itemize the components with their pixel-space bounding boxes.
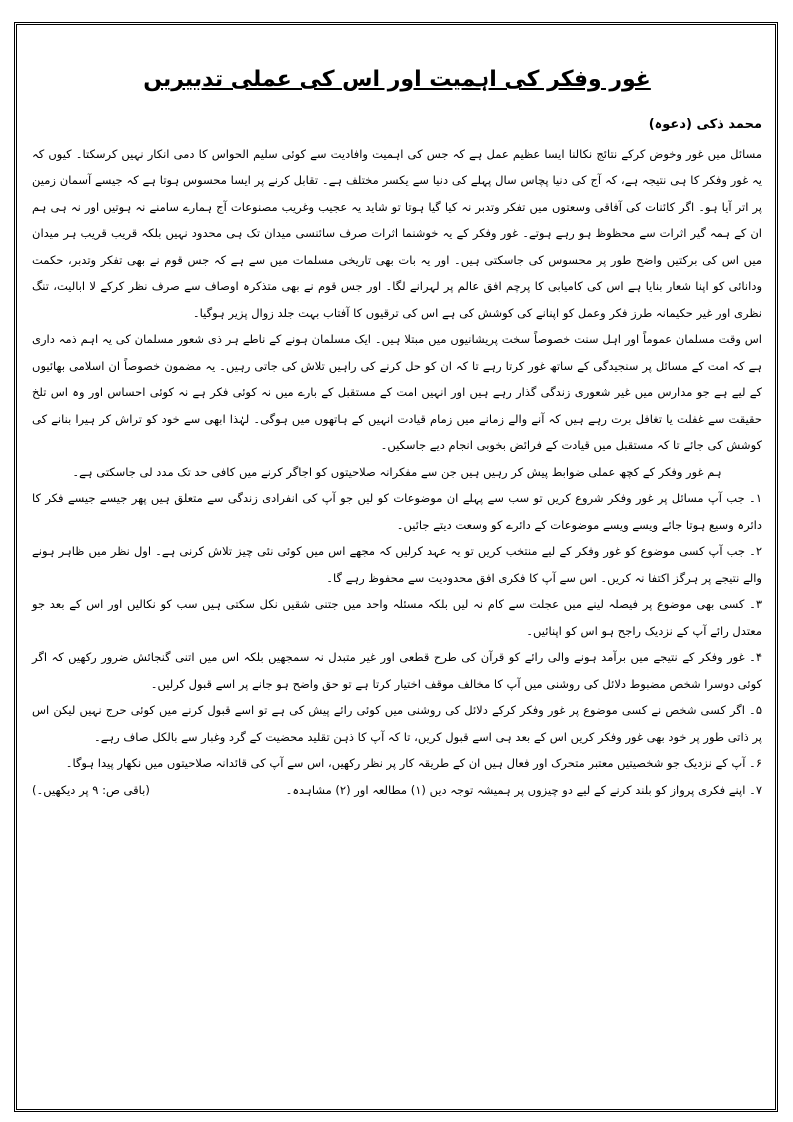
list-item-4: ۴۔ غور وفکر کے نتیجے میں برآمد ہونے والی رائے کو قرآن کی طرح قطعی اور غیر متبدل نہ سمجھیں بلکہ اس میں اتنی گنجائش ضرور رکھیں کہ اگر کوئی دوسرا شخص مضبوط دلائل کی روشنی میں آپ کا مخالف موقف اختیار کرتا ہے تو حق واضح ہو جانے پر اسے قبول کرلیں۔: [32, 650, 762, 691]
list-item-3: ۳۔ کسی بھی موضوع پر فیصلہ لینے میں عجلت سے کام نہ لیں بلکہ مسئلہ واحد میں جتنی شقیں نکل سکتی ہیں سب کو نکالیں اور اس کے بعد جو معتدل رائے آپ کے نزدیک راجح ہو اس کو اپنائیں۔: [32, 597, 762, 638]
continued-note: (باقی ص: ۹ پر دیکھیں۔): [32, 782, 150, 797]
intro-line: ہم غور وفکر کے کچھ عملی ضوابط پیش کر رہیں ہیں جن سے مفکرانہ صلاحیتوں کو اجاگر کرنے میں کافی حد تک مدد لی جاسکتی ہے۔: [72, 464, 722, 479]
article-body: [32, 58, 762, 803]
list-item-1: ۱۔ جب آپ مسائل پر غور وفکر شروع کریں تو سب سے پہلے ان موضوعات کو لیں جو آپ کی انفرادی زندگی سے متعلق ہیں پھر جیسے جیسے فکر کا دائرہ وسیع ہوتا جائے ویسے ویسے موضوعات کے دائرے کو وسعت دیتے جائیں۔: [32, 491, 762, 532]
author-byline: محمد ذکی (دعوہ): [648, 117, 762, 132]
list-item-5: ۵۔ اگر کسی شخص نے کسی موضوع پر غور وفکر کرکے دلائل کی روشنی میں کوئی رائے پیش کی ہے تو اسے قبول کرنے میں کوئی حرج نہیں لیکن اس پر ذاتی طور پر خود بھی غور وفکر کریں اس کے بعد ہی اسے قبول کریں، تا کہ آپ کا ذہن تقلید محضیت کے گرد وغبار سے بالکل صاف رہے۔: [32, 703, 762, 744]
list-item-7: ۷۔ اپنے فکری پرواز کو بلند کرنے کے لیے دو چیزوں پر ہمیشہ توجہ دیں (۱) مطالعہ اور (۲) مشاہدہ۔: [285, 782, 762, 797]
paragraph-1: مسائل میں غور وخوض کرکے نتائج نکالنا ایسا عظیم عمل ہے کہ جس کی اہمیت وافادیت سے کوئی سلیم الحواس کا دمی انکار نہیں کرسکتا۔ کیوں کہ یہ غور وفکر کا ہی نتیجہ ہے، کہ آج کی دنیا پچاس سال پہلے کی دنیا سے یکسر مختلف ہے۔ تقابل کرنے پر ایسا محسوس ہوتا ہے کہ جیسے آسمان زمین پر اتر آیا ہو۔ اگر کائنات کی آفاقی وسعتوں میں تفکر وتدبر نہ کیا گیا ہوتا تو شاید یہ عجیب وغریب مصنوعات آج ہمارے سامنے نہ ہوتیں اور نہ ہی ہم ان کے ہمہ گیر اثرات سے محظوظ ہو رہے ہوتے۔ غور وفکر کے یہ خوشنما اثرات صرف سائنسی میدان تک ہی محدود نہیں بلکہ قریب قریب ہر میدان میں اس کی برکتیں واضح طور پر محسوس کی جاسکتی ہیں۔ اور یہ بات بھی تاریخی مسلمات میں سے ہے کہ جس قوم نے بھی تفکر وتدبر، حکمت ودانائی کو اپنا شعار بنایا ہے اس کی کامیابی کا پرچم افق عالم پر لہرانے لگا۔ اور جس قوم نے بھی متذکرہ اوصاف سے صرف نظر کرکے لا ابالیت، تنگ نظری اور غیر حکیمانہ طرز فکر وعمل کو اپنانے کی کوشش کی ہے اس کی ترقیوں کا آفتاب بہت جلد زوال پزیر ہوگیا۔: [32, 146, 762, 320]
paragraph-2: اس وقت مسلمان عموماً اور اہل سنت خصوصاً سخت پریشانیوں میں مبتلا ہیں۔ ایک مسلمان ہونے کے ناطے ہر ذی شعور مسلمان کی یہ اہم ذمہ داری ہے کہ امت کے مسائل پر سنجیدگی کے ساتھ غور کرتا رہے تا کہ ان کو حل کرنے کی راہیں تلاش کی جاتی رہیں۔ یہ مضمون خصوصاً ان اسلامی بھائیوں کے لیے ہے جو مدارس میں غیر شعوری زندگی گذار رہے ہیں اور انہیں امت کے مستقبل کے بارے میں نہ کوئی فکر ہے نہ کوئی احساس اور وہ اس تلخ حقیقت سے غفلت یا تغافل برت رہے ہیں کہ آنے والے زمانے میں زمام قیادت انہیں کے ہاتھوں میں ہوگی۔ لہٰذا ابھی سے خود کو تراش کر ہیرا بنانے کی کوشش کی جائے تا کہ مستقبل میں قیادت کے فرائض بخوبی انجام دیے جاسکیں۔: [32, 332, 762, 452]
article-title: غور وفکر کی اہمیت اور اس کی عملی تدبیریں: [143, 67, 651, 92]
list-item-6: ۶۔ آپ کے نزدیک جو شخصیتیں معتبر متحرک اور فعال ہیں ان کے طریقہ کار پر نظر رکھیں، اس سے آپ کی قائدانہ صلاحیتوں میں نکھار پیدا ہوگا۔: [65, 756, 762, 770]
list-item-2: ۲۔ جب آپ کسی موضوع کو غور وفکر کے لیے منتخب کریں تو یہ عہد کرلیں کہ مجھے اس میں کوئی نئی چیز تلاش کرنی ہے۔ اول نظر میں ظاہر ہونے والے نتیجے پر ہرگز اکتفا نہ کریں۔ اس سے آپ کا فکری افق محدودیت سے محفوظ رہے گا۔: [32, 544, 762, 585]
last-item-row: [32, 777, 762, 804]
